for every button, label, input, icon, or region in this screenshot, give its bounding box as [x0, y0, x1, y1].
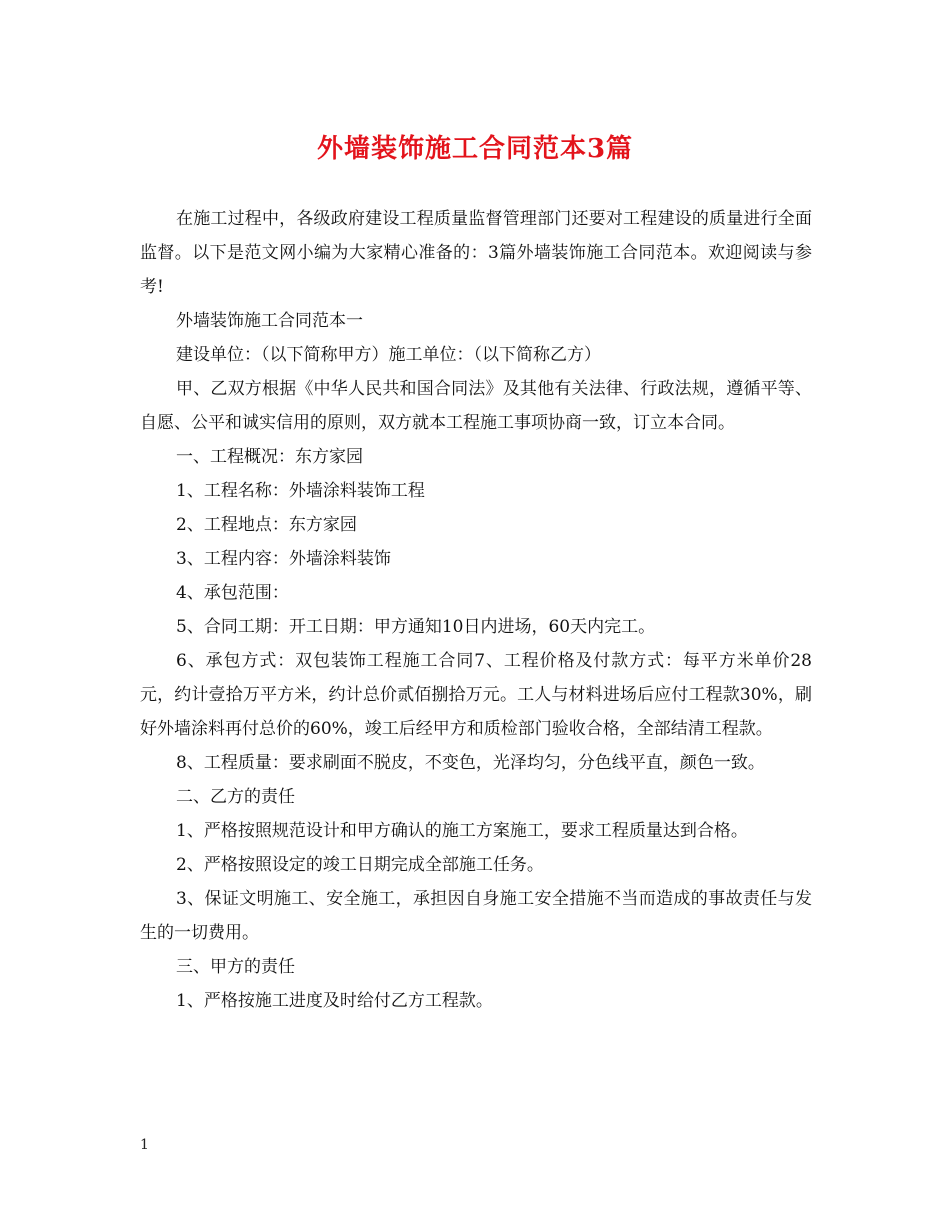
paragraph-project-name: 1、工程名称：外墙涂料装饰工程	[176, 481, 425, 501]
paragraph-contract-scope: 4、承包范围：	[176, 583, 289, 603]
paragraph-contract-period: 5、合同工期：开工日期：甲方通知10日内进场，60天内完工。	[176, 617, 656, 637]
paragraph-section-party-a: 三、甲方的责任	[176, 957, 295, 977]
paragraph-quality: 8、工程质量：要求刷面不脱皮，不变色，光泽均匀，分色线平直，颜色一致。	[176, 753, 765, 773]
paragraph-intro: 在施工过程中，各级政府建设工程质量监督管理部门还要对工程建设的质量进行全面监督。以下是范文网小编为大家精心准备的：3篇外墙装饰施工合同范本。欢迎阅读与参考!	[140, 209, 812, 297]
paragraph-project-content: 3、工程内容：外墙涂料装饰	[176, 549, 391, 569]
paragraph-party-b-item-2: 2、严格按照设定的竣工日期完成全部施工任务。	[176, 855, 544, 875]
paragraph-contract-method-price: 6、承包方式：双包装饰工程施工合同7、工程价格及付款方式：每平方米单价28元，约计壹拾万平方米，约计总价贰佰捌拾万元。工人与材料进场后应付工程款30%，刷好外墙涂料再付总价的60%，竣工后经甲方和质检部门验收合格，全部结清工程款。	[140, 651, 812, 739]
page-number: 1	[140, 1137, 149, 1153]
document-title: 外墙装饰施工合同范本3篇	[316, 134, 634, 164]
paragraph-party-b-item-3: 3、保证文明施工、安全施工，承担因自身施工安全措施不当而造成的事故责任与发生的一切费用。	[140, 889, 812, 943]
paragraph-party-b-item-1: 1、严格按照规范设计和甲方确认的施工方案施工，要求工程质量达到合格。	[176, 821, 748, 841]
paragraph-project-location: 2、工程地点：东方家园	[176, 515, 357, 535]
paragraph-section-party-b: 二、乙方的责任	[176, 787, 295, 807]
paragraph-contract-heading: 外墙装饰施工合同范本一	[176, 311, 363, 331]
paragraph-preamble: 甲、乙双方根据《中华人民共和国合同法》及其他有关法律、行政法规，遵循平等、自愿、公平和诚实信用的原则，双方就本工程施工事项协商一致，订立本合同。	[140, 379, 812, 433]
paragraph-parties: 建设单位：（以下简称甲方）施工单位：（以下简称乙方）	[176, 345, 601, 365]
document-body	[140, 202, 812, 1018]
paragraph-party-a-item-1: 1、严格按施工进度及时给付乙方工程款。	[176, 991, 493, 1011]
paragraph-section-overview: 一、工程概况：东方家园	[176, 447, 363, 467]
